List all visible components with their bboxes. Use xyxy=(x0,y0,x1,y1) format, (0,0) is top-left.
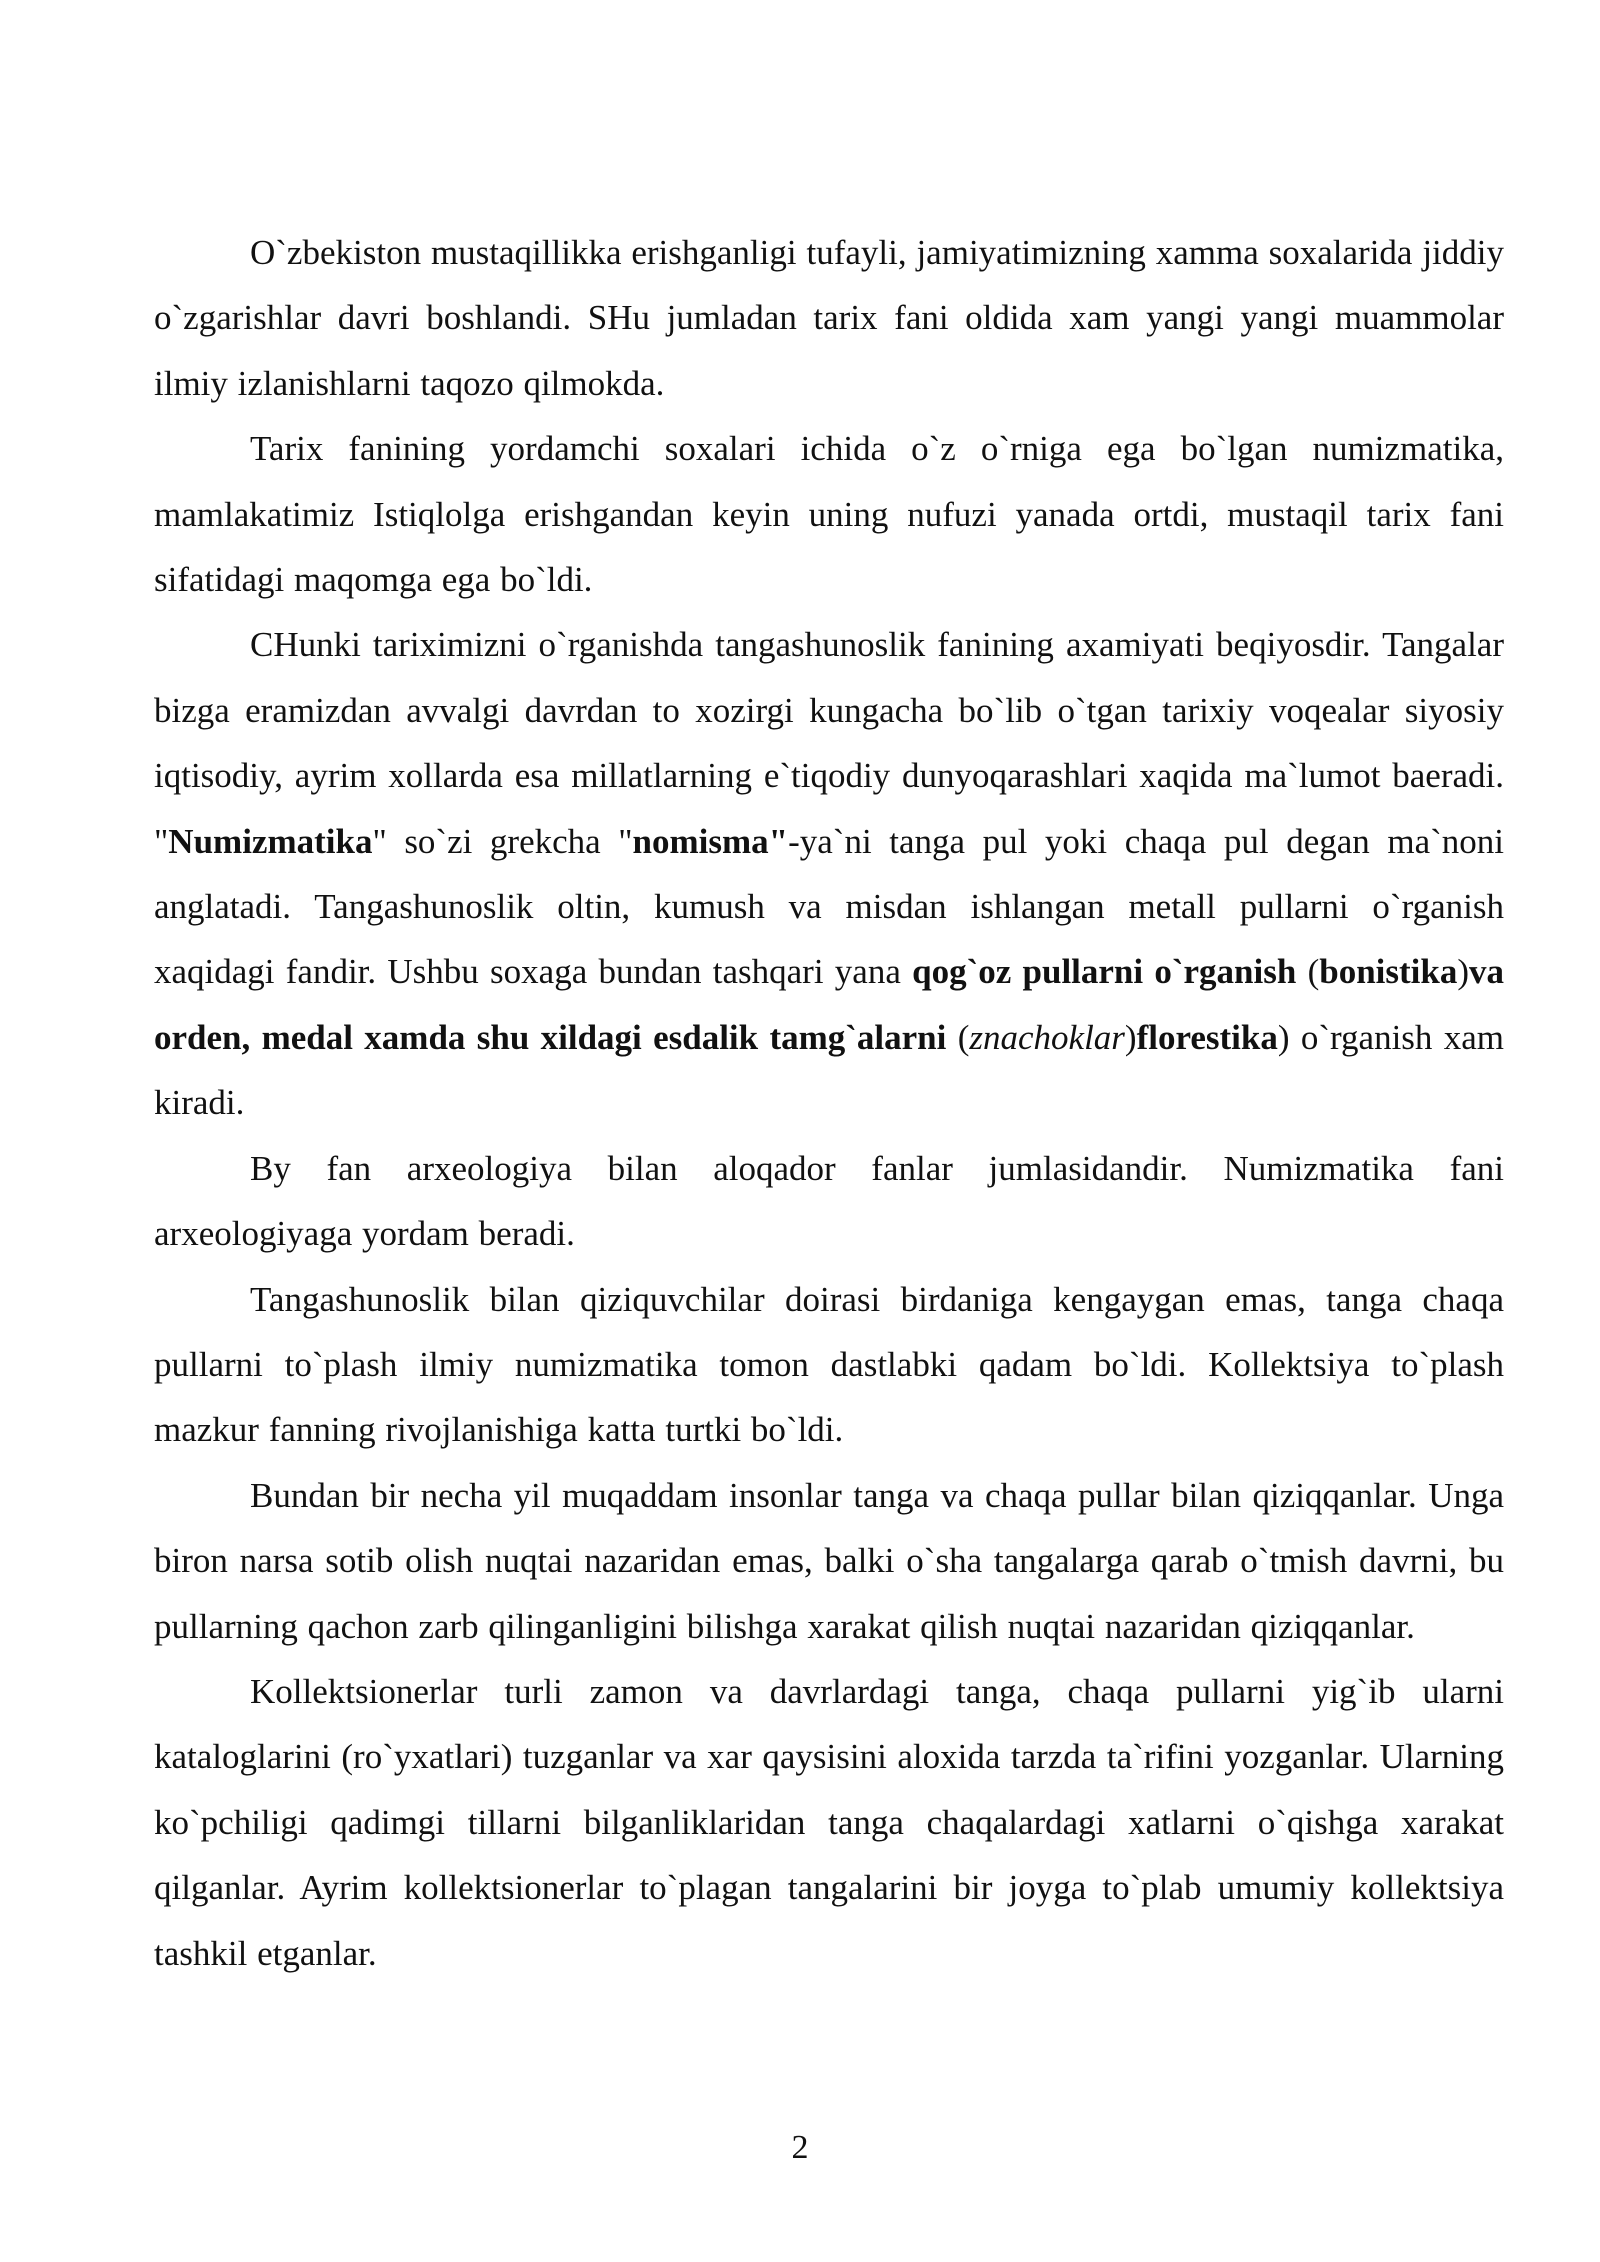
term-florestika: florestika xyxy=(1136,1017,1278,1057)
paragraph-4: By fan arxeologiya bilan aloqador fanlar jumlasidandir. Numizmatika fani arxeologiyaga yordam beradi. xyxy=(154,1148,1504,1254)
page-number: 2 xyxy=(791,2129,809,2166)
paragraph-3 xyxy=(154,612,1504,1135)
paragraph-7: Kollektsionerlar turli zamon va davrlardagi tanga, chaqa pullarni yig`ib ularni kataloglarini (ro`yxatlari) tuzganlar va xar qaysisini aloxida tarzda ta`rifini yozganlar. Ularning ko`pchiligi qadimgi tillarni bilganliklaridan tanga chaqalardagi xatlarni o`qishga xarakat qilganlar. Ayrim kollektsionerlar to`plagan tangalarini bir joyga to`plab umumiy kollektsiya tashkil etganlar. xyxy=(154,1671,1504,1973)
paragraph-3-text: ( xyxy=(946,1017,970,1057)
paragraph-5: Tangashunoslik bilan qiziquvchilar doirasi birdaniga kengaygan emas, tanga chaqa pullarni to`plash ilmiy numizmatika tomon dastlabki qadam bo`ldi. Kollektsiya to`plash mazkur fanning rivojlanishiga katta turtki bo`ldi. xyxy=(154,1279,1504,1450)
term-numizmatika: Numizmatika xyxy=(168,821,373,861)
paragraph-3-text: -ya`ni tanga pul yoki chaqa pul degan ma`noni anglatadi. Tangashunoslik oltin, kumush va misdan ishlangan metall pullarni o`rganish xaqidagi fandir. Ushbu soxaga bundan tashqari yana xyxy=(154,821,1504,992)
term-orders-medals: va orden, medal xamda shu xildagi esdalik tamg`alarni xyxy=(154,952,1505,1057)
paragraph-3-text: ) xyxy=(1124,1017,1137,1057)
paragraph-3-text: ( xyxy=(1296,952,1320,992)
term-znachoklar: znachoklar xyxy=(969,1017,1125,1057)
paragraph-2: Tarix fanining yordamchi soxalari ichida o`z o`rniga ega bo`lgan numizmatika, mamlakatimiz Istiqlolga erishgandan keyin uning nufuzi yanada ortdi, mustaqil tarix fani sifatidagi maqomga ega bo`ldi. xyxy=(154,429,1504,600)
document-page xyxy=(154,220,1504,1986)
paragraph-3-text: ) xyxy=(1457,952,1470,992)
paragraph-1: O`zbekiston mustaqillikka erishganligi tufayli, jamiyatimizning xamma soxalarida jiddiy o`zgarishlar davri boshlandi. SHu jumladan tarix fani oldida xam yangi yangi muammolar ilmiy izlanishlarni taqozo qilmokda. xyxy=(154,233,1504,403)
term-bonistika: bonistika xyxy=(1319,952,1458,992)
term-paper-money: qog`oz pullarni o`rganish xyxy=(912,952,1297,992)
paragraph-3-text: CHunki tariximizni o`rganishda tangashunoslik fanining axamiyati beqiyosdir. Tangalar bizga eramizdan avvalgi davrdan to xozirgi kungacha bo`lib o`tgan tarixiy voqealar siyosiy iqtisodiy, ayrim xollarda esa millatlarning e`tiqodiy dunyoqarashlari xaqida ma`lumot baeradi. " xyxy=(154,625,1504,861)
term-nomisma: nomisma" xyxy=(632,821,789,861)
paragraph-3-text: ) o`rganish xam kiradi. xyxy=(154,1017,1505,1123)
paragraph-3-text: " so`zi grekcha " xyxy=(372,821,633,861)
paragraph-6: Bundan bir necha yil muqaddam insonlar tanga va chaqa pullar bilan qiziqqanlar. Unga biron narsa sotib olish nuqtai nazaridan emas, balki o`sha tangalarga qarab o`tmish davrni, bu pullarning qachon zarb qilinganligini bilishga xarakat qilish nuqtai nazaridan qiziqqanlar. xyxy=(154,1475,1504,1646)
